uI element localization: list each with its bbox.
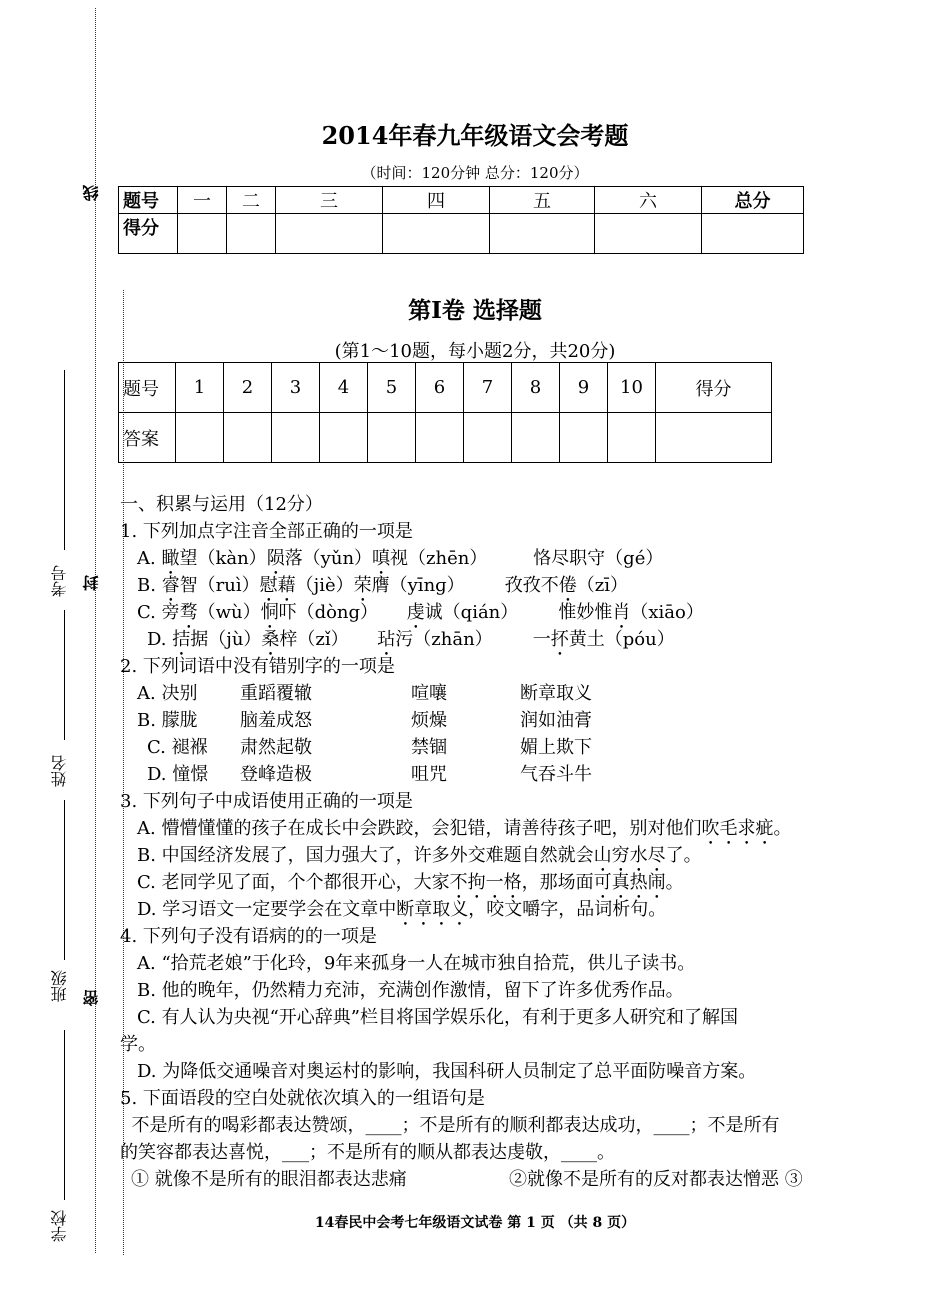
answer-row-label: 答案 xyxy=(119,413,176,463)
answer-cell[interactable] xyxy=(608,413,656,463)
score-cell[interactable] xyxy=(276,214,383,254)
answer-header-cell: 2 xyxy=(224,363,272,413)
exam-number-field[interactable] xyxy=(64,370,65,550)
question-1-stem: 1. 下列加点字注音全部正确的一项是 xyxy=(120,521,413,542)
answer-header-cell: 4 xyxy=(320,363,368,413)
score-cell[interactable] xyxy=(227,214,276,254)
answer-cell[interactable] xyxy=(416,413,464,463)
question-1-option-d: D. 拮据（jù）桑梓（zǐ） 玷污（zhān） 一抔黄土（póu） xyxy=(147,629,675,650)
question-3-option-d: D. 学习语文一定要学会在文章中断章取义，咬文嚼字，品词析句。 xyxy=(137,899,667,920)
score-header-cell: 二 xyxy=(227,187,276,214)
answer-header-cell: 得分 xyxy=(656,363,772,413)
answer-header-cell: 7 xyxy=(464,363,512,413)
score-table xyxy=(118,186,804,254)
score-header-cell: 题号 xyxy=(119,187,178,214)
binding-mark-mi: 密 xyxy=(82,990,101,1006)
exam-title: 2014年春九年级语文会考题 xyxy=(321,121,629,150)
exam-number-label: 考号 xyxy=(50,565,69,597)
question-4-option-c-cont: 学。 xyxy=(120,1034,156,1055)
question-3-option-a: A. 懵懵懂懂的孩子在成长中会跌跤，会犯错，请善待孩子吧，别对他们吹毛求疵。 xyxy=(137,818,792,839)
class-label: 班级 xyxy=(50,970,69,1002)
answer-header-cell: 题号 xyxy=(119,363,176,413)
score-cell[interactable] xyxy=(490,214,595,254)
score-header-cell: 六 xyxy=(595,187,702,214)
answer-cell[interactable] xyxy=(320,413,368,463)
question-1-option-a: A. 瞰望（kàn）陨落（yǔn）嗔视（zhēn） 恪尽职守（gé） xyxy=(137,548,664,569)
score-cell[interactable] xyxy=(702,214,804,254)
question-1-option-c: C. 旁骛（wù）恫吓（dòng） 虔诚（qián） 惟妙惟肖（xiāo） xyxy=(137,602,704,623)
school-label: 学校 xyxy=(50,1210,69,1242)
question-3-stem: 3. 下列句子中成语使用正确的一项是 xyxy=(120,791,413,812)
answer-header-cell: 5 xyxy=(368,363,416,413)
class-field[interactable] xyxy=(64,800,65,960)
question-3-option-b: B. 中国经济发展了，国力强大了，许多外交难题自然就会山穷水尽了。 xyxy=(137,845,702,866)
binding-mark-feng: 封 xyxy=(82,575,101,591)
score-header-cell: 五 xyxy=(490,187,595,214)
question-4-option-b: B. 他的晚年，仍然精力充沛，充满创作激情，留下了许多优秀作品。 xyxy=(137,980,684,1001)
question-4-option-a: A. “拾荒老娘”于化玲，9年来孤身一人在城市独自拾荒，供儿子读书。 xyxy=(137,953,696,974)
answer-header-cell: 6 xyxy=(416,363,464,413)
name-label: 姓名 xyxy=(50,755,69,787)
question-5-stem: 5. 下面语段的空白处就依次填入的一组语句是 xyxy=(120,1088,485,1109)
answer-cell[interactable] xyxy=(272,413,320,463)
answer-cell[interactable] xyxy=(176,413,224,463)
question-2-stem: 2. 下列词语中没有错别字的一项是 xyxy=(120,656,395,677)
score-header-cell: 四 xyxy=(383,187,490,214)
question-5-passage-cont: 的笑容都表达喜悦，___；不是所有的顺从都表达虔敬，____。 xyxy=(120,1142,615,1163)
question-4-option-c: C. 有人认为央视“开心辞典”栏目将国学娱乐化，有利于更多人研究和了解国 xyxy=(137,1007,738,1028)
score-header-cell: 三 xyxy=(276,187,383,214)
score-header-cell: 一 xyxy=(178,187,227,214)
school-field[interactable] xyxy=(64,1030,65,1200)
page-footer: 14春民中会考七年级语文试卷 第 1 页 （共 8 页） xyxy=(314,1215,636,1231)
section-subtitle: (第1～10题，每小题2分，共20分) xyxy=(334,341,616,362)
answer-cell[interactable] xyxy=(560,413,608,463)
exam-subtitle: （时间：120分钟 总分：120分） xyxy=(361,164,589,182)
binding-mark-xian: 线 xyxy=(82,185,101,201)
score-cell[interactable] xyxy=(383,214,490,254)
part-heading: 一、积累与运用（12分） xyxy=(120,494,323,515)
question-4-option-d: D. 为降低交通噪音对奥运村的影响，我国科研人员制定了总平面防噪音方案。 xyxy=(137,1061,757,1082)
answer-header-cell: 8 xyxy=(512,363,560,413)
question-5-passage: 不是所有的喝彩都表达赞颂，____；不是所有的顺利都表达成功，____；不是所有 xyxy=(120,1115,780,1136)
name-field[interactable] xyxy=(64,610,65,740)
score-cell[interactable] xyxy=(595,214,702,254)
answer-cell[interactable] xyxy=(656,413,772,463)
section-title: 第I卷 选择题 xyxy=(408,297,542,324)
answer-header-cell: 1 xyxy=(176,363,224,413)
score-row-label: 得分 xyxy=(119,214,178,254)
answer-header-cell: 9 xyxy=(560,363,608,413)
answer-header-cell: 3 xyxy=(272,363,320,413)
score-header-cell: 总分 xyxy=(702,187,804,214)
answer-cell[interactable] xyxy=(224,413,272,463)
answer-cell[interactable] xyxy=(464,413,512,463)
score-cell[interactable] xyxy=(178,214,227,254)
answer-header-cell: 10 xyxy=(608,363,656,413)
question-1-option-b: B. 睿智（ruì）慰藉（jiè）荣膺（yīnɡ） 孜孜不倦（zī） xyxy=(137,575,628,596)
question-4-stem: 4. 下列句子没有语病的的一项是 xyxy=(120,926,377,947)
answer-cell[interactable] xyxy=(368,413,416,463)
answer-table xyxy=(118,362,772,463)
answer-cell[interactable] xyxy=(512,413,560,463)
question-3-option-c: C. 老同学见了面，个个都很开心，大家不拘一格，那场面可真热闹。 xyxy=(137,872,684,893)
